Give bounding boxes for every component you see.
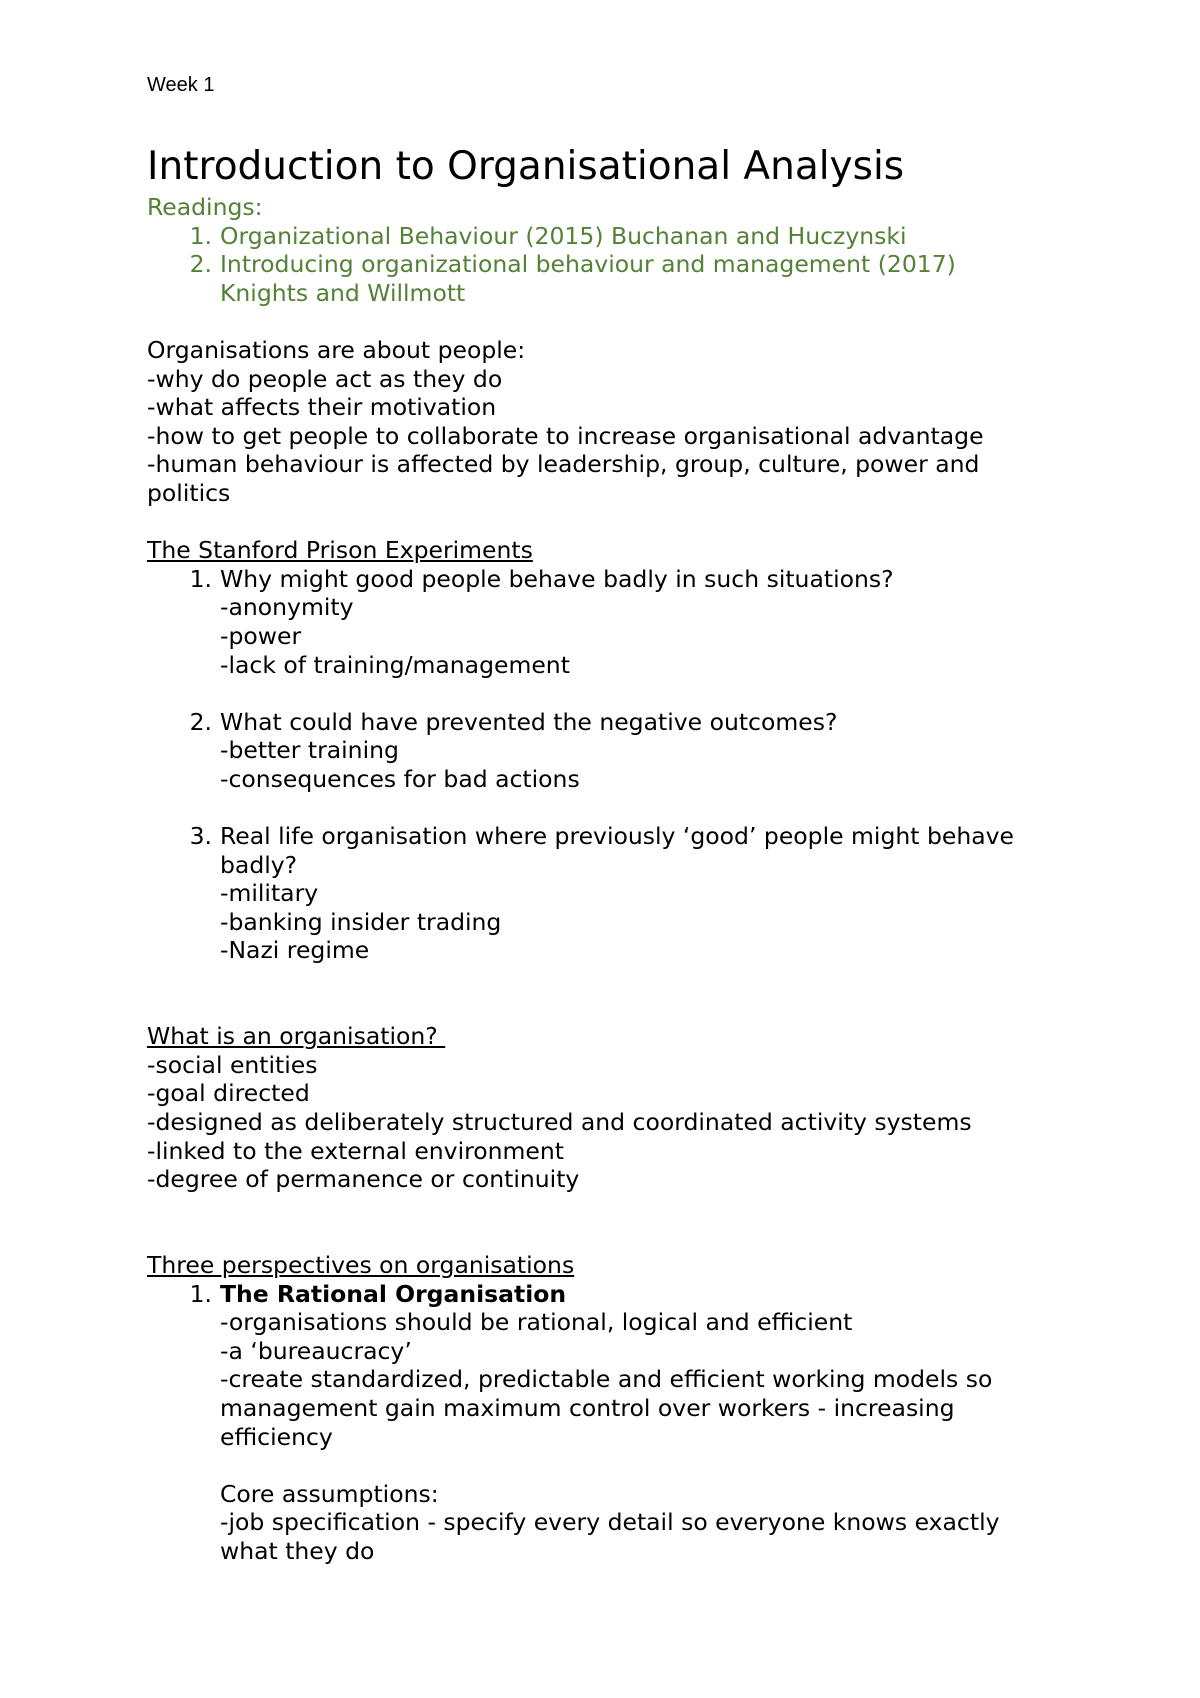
- answer-line: -military: [220, 879, 319, 908]
- perspective-line: -organisations should be rational, logical and efficient: [220, 1308, 853, 1337]
- perspective-title: The Rational Organisation: [220, 1279, 567, 1308]
- answer-line: -consequences for bad actions: [220, 764, 580, 793]
- perspective-line: -a ‘bureaucracy’: [220, 1336, 412, 1365]
- reading-number: 1.: [189, 221, 212, 250]
- answer-line: -lack of training/management: [220, 650, 570, 679]
- page-title: Introduction to Organisational Analysis: [147, 144, 905, 189]
- perspective-line: management gain maximum control over workers - increasing: [220, 1393, 955, 1422]
- core-assumptions-heading: Core assumptions:: [220, 1479, 439, 1508]
- stanford-question-1: [147, 565, 1047, 679]
- reading-item-2: [147, 250, 1047, 307]
- people-line: -what affects their motivation: [147, 393, 497, 422]
- organisation-line: -degree of permanence or continuity: [147, 1165, 580, 1194]
- document-body: [147, 193, 1047, 1566]
- question-text: What could have prevented the negative outcomes?: [220, 707, 838, 736]
- people-line: politics: [147, 478, 231, 507]
- perspective-item-1: [147, 1280, 1047, 1566]
- organisation-line: -designed as deliberately structured and coordinated activity systems: [147, 1108, 972, 1136]
- perspective-number: 1.: [189, 1279, 212, 1308]
- reading-item-1: [147, 222, 1047, 251]
- reading-number: 2.: [189, 250, 212, 279]
- perspectives-heading: Three perspectives on organisations: [147, 1250, 575, 1279]
- question-text: Why might good people behave badly in such situations?: [220, 564, 894, 593]
- question-number: 1.: [189, 564, 212, 593]
- page-header: Week 1: [147, 74, 215, 96]
- people-heading: Organisations are about people:: [147, 335, 526, 364]
- question-number: 3.: [189, 822, 212, 851]
- answer-line: -anonymity: [220, 593, 354, 622]
- stanford-question-3: [147, 822, 1047, 965]
- question-number: 2.: [189, 707, 212, 736]
- reading-text: Organizational Behaviour (2015) Buchanan and Huczynski: [220, 221, 907, 250]
- reading-text: Knights and Willmott: [220, 278, 466, 307]
- answer-line: -better training: [220, 736, 399, 765]
- perspective-line: -create standardized, predictable and efficient working models so: [220, 1365, 993, 1394]
- organisation-heading: What is an organisation?: [147, 1022, 446, 1051]
- people-line: -human behaviour is affected by leadership, group, culture, power and: [147, 450, 980, 479]
- organisation-line: -social entities: [147, 1050, 318, 1079]
- answer-line: -power: [220, 621, 302, 650]
- people-line: -how to get people to collaborate to increase organisational advantage: [147, 421, 984, 450]
- question-text: Real life organisation where previously ‘good’ people might behave: [220, 822, 1014, 851]
- people-line: -why do people act as they do: [147, 364, 503, 393]
- organisation-line: -linked to the external environment: [147, 1136, 564, 1165]
- answer-line: -banking insider trading: [220, 907, 502, 936]
- stanford-heading: The Stanford Prison Experiments: [147, 536, 533, 565]
- question-text: badly?: [220, 850, 298, 879]
- perspective-line: efficiency: [220, 1422, 333, 1451]
- reading-text: Introducing organizational behaviour and management (2017): [220, 250, 956, 279]
- answer-line: -Nazi regime: [220, 936, 370, 965]
- readings-label: Readings:: [147, 193, 263, 221]
- core-assumption-line: what they do: [220, 1536, 375, 1565]
- organisation-line: -goal directed: [147, 1079, 310, 1108]
- stanford-question-2: [147, 708, 1047, 794]
- core-assumption-line: -job specification - specify every detail so everyone knows exactly: [220, 1508, 1000, 1537]
